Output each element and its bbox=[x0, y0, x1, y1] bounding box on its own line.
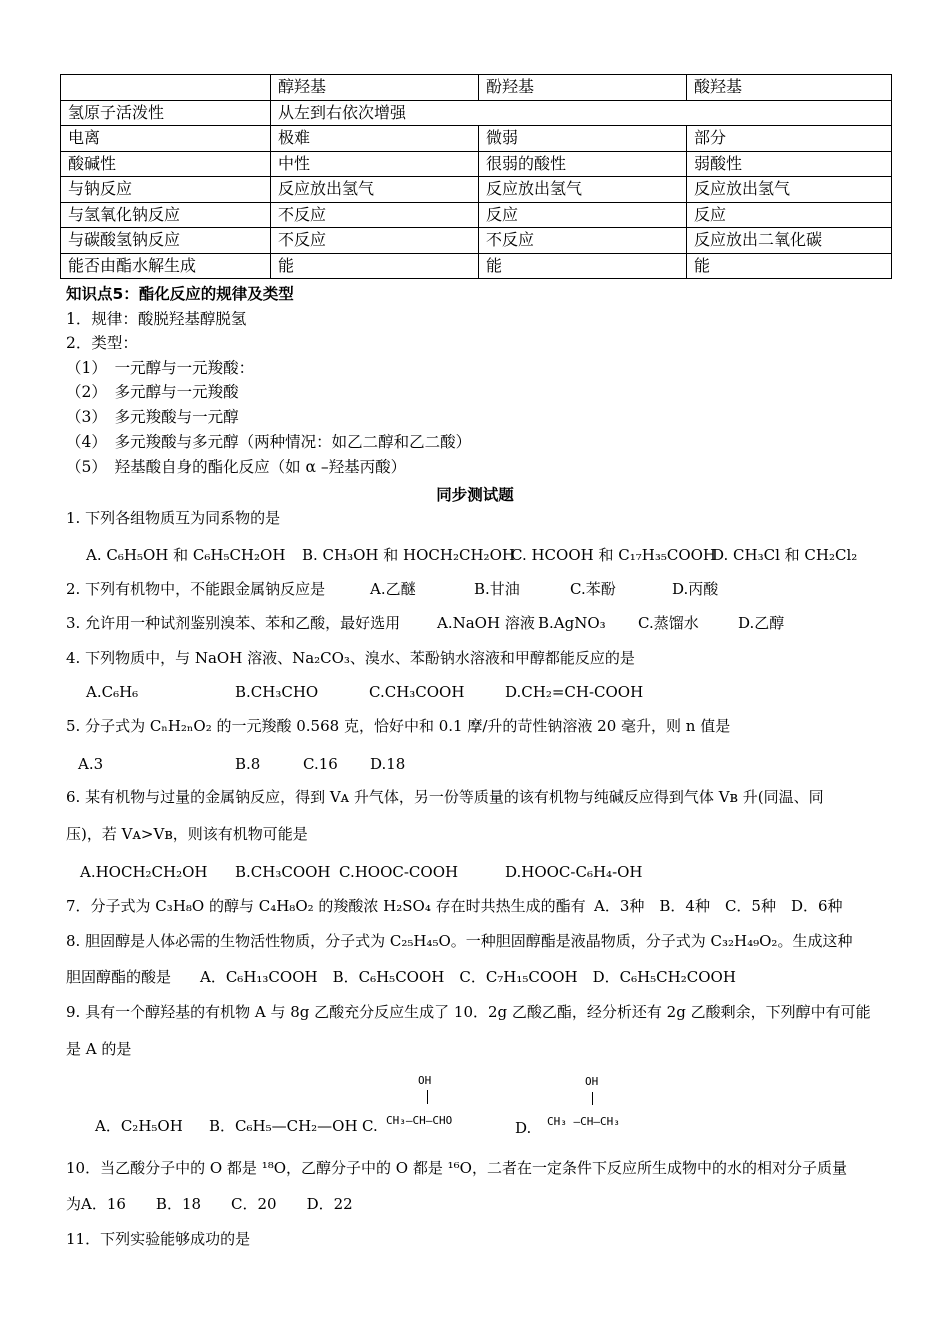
structure-chain: CH₃ —CH—CH₃ bbox=[547, 1115, 620, 1128]
option-a: A.3 bbox=[78, 755, 104, 773]
structure-oh: OH bbox=[418, 1074, 432, 1087]
table-cell: 能 bbox=[271, 253, 479, 279]
table-cell: 与氢氧化钠反应 bbox=[61, 202, 271, 228]
option-d: D.丙酸 bbox=[672, 580, 719, 598]
option-b: B.AgNO₃ bbox=[538, 614, 606, 632]
table-cell: 反应放出氢气 bbox=[687, 177, 892, 203]
option-d: D. CH₃Cl 和 CH₂Cl₂ bbox=[712, 546, 858, 564]
table-cell: 电离 bbox=[61, 126, 271, 152]
table-cell: 氢原子活泼性 bbox=[61, 100, 271, 126]
table-row bbox=[61, 253, 892, 279]
table-cell: 弱酸性 bbox=[687, 151, 892, 177]
option-c: C.16 bbox=[303, 755, 338, 773]
knowledge-type-item: （3） 多元羧酸与一元醇 bbox=[66, 408, 239, 426]
table-cell: 酸碱性 bbox=[61, 151, 271, 177]
structure-oh: OH bbox=[585, 1075, 599, 1088]
knowledge-type-item: （4） 多元羧酸与多元醇（两种情况：如乙二醇和乙二酸） bbox=[66, 433, 472, 451]
option-c: C.CH₃COOH bbox=[369, 683, 465, 701]
table-cell: 反应放出二氧化碳 bbox=[687, 228, 892, 254]
table-row bbox=[61, 202, 892, 228]
table-header-row bbox=[61, 75, 892, 101]
table-header-cell: 酚羟基 bbox=[479, 75, 687, 101]
table-cell: 能否由酯水解生成 bbox=[61, 253, 271, 279]
table-row bbox=[61, 177, 892, 203]
option-a: A.C₆H₆ bbox=[86, 683, 139, 701]
option-d: D.18 bbox=[370, 755, 406, 773]
table-row bbox=[61, 100, 892, 126]
question-7: 7．分子式为 C₃H₈O 的醇与 C₄H₈O₂ 的羧酸浓 H₂SO₄ 存在时共热生成的酯有 bbox=[66, 897, 586, 915]
option-b: B.8 bbox=[235, 755, 261, 773]
structure-bond bbox=[427, 1090, 428, 1104]
option-a: A. C₆H₅OH 和 C₆H₅CH₂OH bbox=[86, 546, 286, 564]
table-cell: 不反应 bbox=[271, 202, 479, 228]
question-8-line-2: 胆固醇酯的酸是 bbox=[66, 968, 172, 986]
table-cell: 微弱 bbox=[479, 126, 687, 152]
question-1: 1. 下列各组物质互为同系物的是 bbox=[66, 509, 281, 527]
option-a: A．C₂H₅OH bbox=[95, 1117, 183, 1135]
option-d: D.HOOC-C₆H₄-OH bbox=[505, 863, 643, 881]
table-cell: 反应 bbox=[479, 202, 687, 228]
option-a: A.HOCH₂CH₂OH bbox=[80, 863, 208, 881]
option-b: B.甘油 bbox=[474, 580, 520, 598]
option-d: D.乙醇 bbox=[738, 614, 785, 632]
structure-bond bbox=[592, 1092, 593, 1105]
structure-chain: CH₃—CH—CHO bbox=[386, 1114, 453, 1127]
question-8-options: A．C₆H₁₃COOH B．C₆H₅COOH C．C₇H₁₅COOH D．C₆H₅CH₂COOH bbox=[200, 968, 736, 986]
option-d-label: D. bbox=[515, 1119, 532, 1137]
knowledge-rule: 1．规律：酸脱羟基醇脱氢 bbox=[66, 310, 247, 328]
table-cell: 不反应 bbox=[271, 228, 479, 254]
option-c: C.蒸馏水 bbox=[638, 614, 699, 632]
question-10-line-1: 10．当乙酸分子中的 O 都是 ¹⁸O，乙醇分子中的 O 都是 ¹⁶O，二者在一定条件下反应所生成物中的水的相对分子质量 bbox=[66, 1159, 847, 1177]
option-a: A.NaOH 溶液 bbox=[437, 614, 535, 632]
option-b: B. CH₃OH 和 HOCH₂CH₂OH bbox=[302, 546, 515, 564]
question-4: 4. 下列物质中，与 NaOH 溶液、Na₂CO₃、溴水、苯酚钠水溶液和甲醇都能反应的是 bbox=[66, 649, 635, 667]
option-c: C.苯酚 bbox=[570, 580, 616, 598]
comparison-table bbox=[60, 74, 892, 279]
table-cell: 从左到右依次增强 bbox=[271, 100, 892, 126]
knowledge-types-label: 2．类型： bbox=[66, 334, 138, 352]
question-8-line-1: 8. 胆固醇是人体必需的生物活性物质，分子式为 C₂₅H₄₅O。一种胆固醇酯是液晶物质，分子式为 C₃₂H₄₉O₂。生成这种 bbox=[66, 932, 853, 950]
table-cell: 能 bbox=[479, 253, 687, 279]
table-cell: 中性 bbox=[271, 151, 479, 177]
table-header-cell: 酸羟基 bbox=[687, 75, 892, 101]
knowledge-type-item: （1） 一元醇与一元羧酸： bbox=[66, 359, 255, 377]
question-6-line-2: 压)，若 Vᴀ>Vʙ，则该有机物可能是 bbox=[66, 825, 308, 843]
question-5: 5. 分子式为 CₙH₂ₙO₂ 的一元羧酸 0.568 克，恰好中和 0.1 摩/升的苛性钠溶液 20 毫升，则 n 值是 bbox=[66, 717, 731, 735]
table-cell: 部分 bbox=[687, 126, 892, 152]
question-9-line-1: 9. 具有一个醇羟基的有机物 A 与 8g 乙酸充分反应生成了 10．2g 乙酸乙酯，经分析还有 2g 乙酸剩余，下列醇中有可能 bbox=[66, 1003, 871, 1021]
knowledge-type-item: （2） 多元醇与一元羧酸 bbox=[66, 383, 239, 401]
option-a: A.乙醚 bbox=[370, 580, 416, 598]
table-cell: 反应放出氢气 bbox=[271, 177, 479, 203]
question-10-line-2: 为A．16 B．18 C．20 D．22 bbox=[66, 1195, 353, 1213]
table-cell: 极难 bbox=[271, 126, 479, 152]
question-9-line-2: 是 A 的是 bbox=[66, 1040, 132, 1058]
option-c: C. HCOOH 和 C₁₇H₃₅COOH bbox=[511, 546, 717, 564]
option-b: B.CH₃CHO bbox=[235, 683, 319, 701]
option-d: D.CH₂=CH-COOH bbox=[505, 683, 644, 701]
question-6-line-1: 6. 某有机物与过量的金属钠反应，得到 Vᴀ 升气体，另一份等质量的该有机物与纯碱反应得到气体 Vʙ 升(同温、同 bbox=[66, 788, 824, 806]
table-header-cell bbox=[61, 75, 271, 101]
section-title: 同步测试题 bbox=[436, 486, 514, 504]
question-7-options: A．3种 B．4种 C．5种 D．6种 bbox=[594, 897, 843, 915]
table-cell: 反应放出氢气 bbox=[479, 177, 687, 203]
question-2: 2. 下列有机物中，不能跟金属钠反应是 bbox=[66, 580, 326, 598]
knowledge-title: 知识点5：酯化反应的规律及类型 bbox=[66, 285, 294, 303]
table-cell: 与钠反应 bbox=[61, 177, 271, 203]
option-c: C.HOOC-COOH bbox=[339, 863, 459, 881]
table-cell: 能 bbox=[687, 253, 892, 279]
table-cell: 与碳酸氢钠反应 bbox=[61, 228, 271, 254]
table-row bbox=[61, 126, 892, 152]
table-header-cell: 醇羟基 bbox=[271, 75, 479, 101]
table-cell: 反应 bbox=[687, 202, 892, 228]
table-row bbox=[61, 151, 892, 177]
question-11: 11．下列实验能够成功的是 bbox=[66, 1230, 251, 1248]
option-c-label: C. bbox=[362, 1117, 378, 1135]
question-3: 3. 允许用一种试剂鉴别溴苯、苯和乙酸，最好选用 bbox=[66, 614, 401, 632]
table-cell: 不反应 bbox=[479, 228, 687, 254]
table-row bbox=[61, 228, 892, 254]
option-b: B．C₆H₅—CH₂—OH bbox=[209, 1117, 358, 1135]
table-cell: 很弱的酸性 bbox=[479, 151, 687, 177]
knowledge-type-item: （5） 羟基酸自身的酯化反应（如 α –羟基丙酸） bbox=[66, 458, 407, 476]
option-b: B.CH₃COOH bbox=[235, 863, 331, 881]
